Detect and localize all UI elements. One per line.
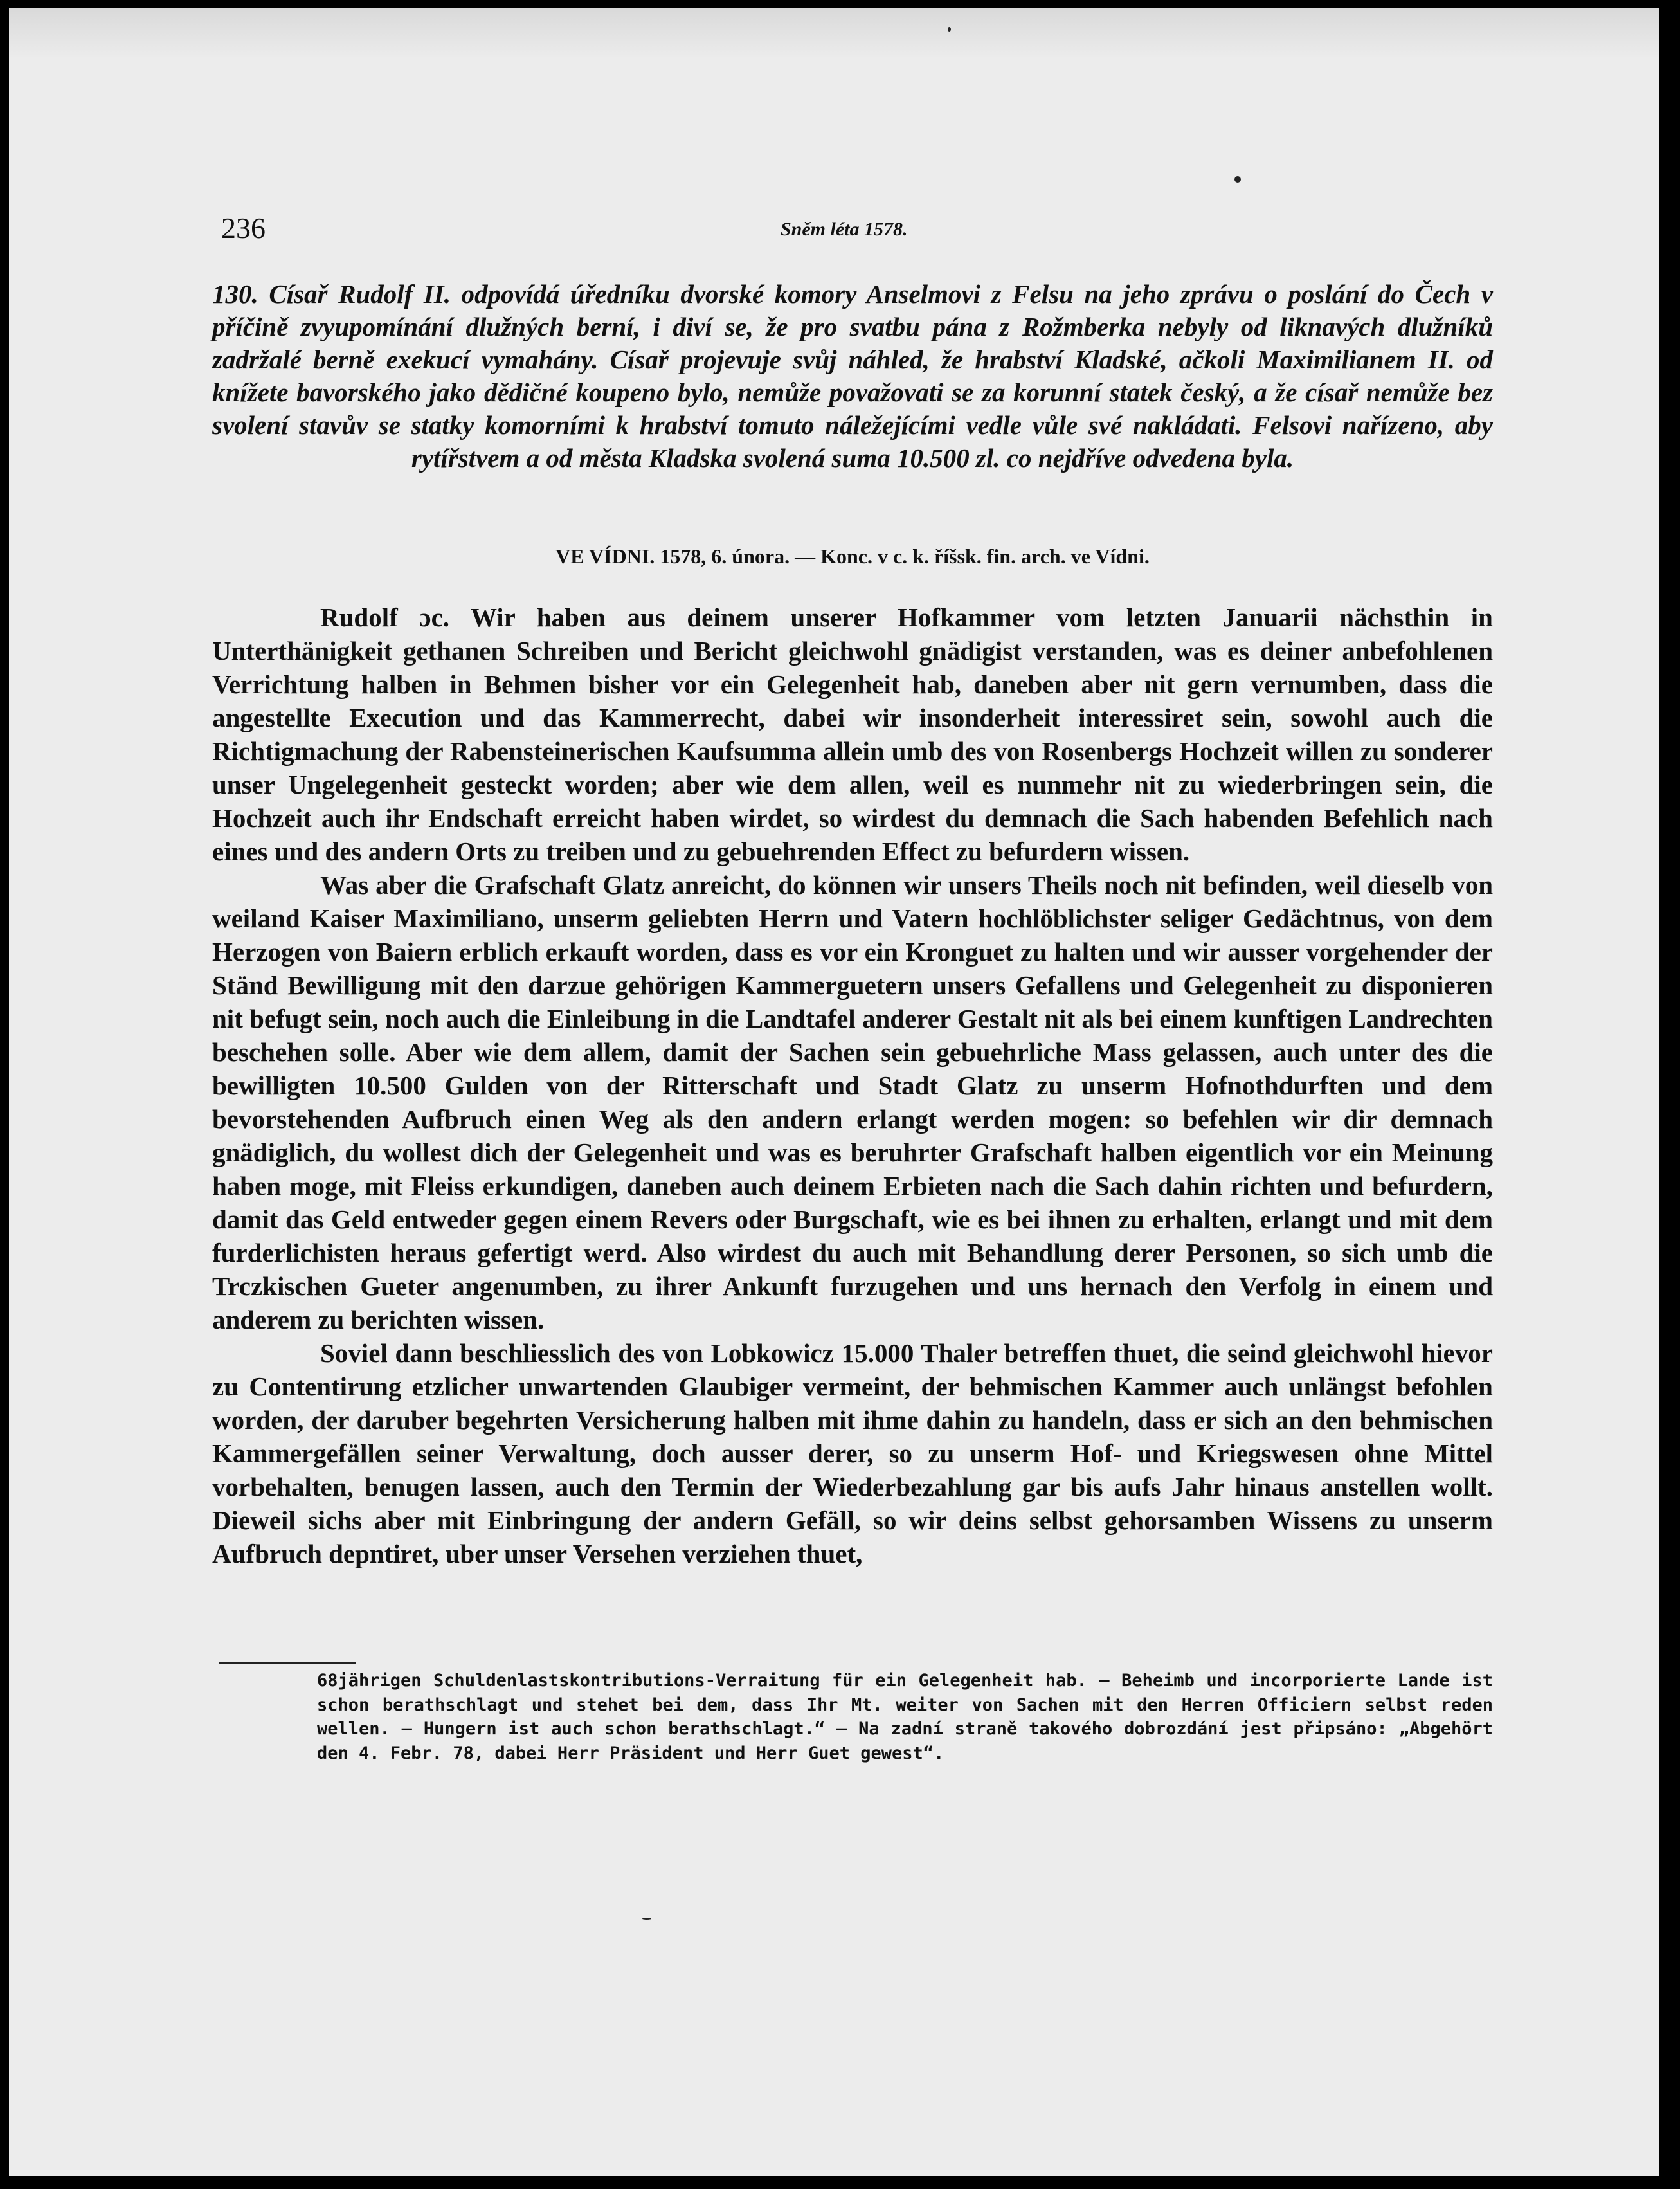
running-head: Sněm léta 1578. [781,219,908,240]
letter-body [212,601,1493,1570]
scan-speck [948,27,951,32]
source-line: VE VÍDNI. 1578, 6. února. — Konc. v c. k. říšsk. fin. arch. ve Vídni. [555,545,1150,568]
scan-speck [642,1918,651,1920]
scan-speck [1234,176,1241,183]
body-paragraph: Soviel dann beschliesslich des von Lobkowicz 15.000 Thaler betreffen thuet, die seind gleichwohl hievor zu Contentirung etzlicher unwartenden Glaubiger vermeint, der behmischen Kammer auch unlängst befohlen worden, der daruber begehrten Versicherung halben mit ihme dahin zu handeln, dass er sich an den behmischen Kammergefällen seiner Verwaltung, doch ausser derer, so zu unserm Hof- und Kriegswesen ohne Mittel vorbehalten, benugen lassen, auch den Termin der Wiederbezahlung gar bis aufs Jahr hinaus anstellen wollt. Dieweil sichs aber mit Einbringung der andern Gefäll, so wir deins selbst gehorsamben Wissens zu unserm Aufbruch depntiret, uber unser Versehen verziehen thuet, [212,1338,1493,1568]
page-number: 236 [221,212,266,244]
body-paragraph: Was aber die Grafschaft Glatz anreicht, do können wir unsers Theils noch nit befinden, weil dieselb von weiland Kaiser Maximiliano, unserm geliebten Herrn und Vatern hochlöblichster seliger Gedächtnus, von dem Herzogen von Baiern erblich erkauft worden, dass es vor ein Kronguet zu halten und wir ausser vorgehender der Ständ Bewilligung mit den darzue gehörigen Kammerguetern unsers Gefallens und Gelegenheit zu disponieren nit befugt sein, noch auch die Einleibung in die Landtafel anderer Gestalt nit als bei einem kunftigen Landrechten beschehen solle. Aber wie dem allem, damit der Sachen sein gebuehrliche Mass gelassen, auch unter des die bewilligten 10.500 Gulden von der Ritterschaft und Stadt Glatz zu unserm Hofnothdurften und dem bevorstehenden Aufbruch einen Weg als den andern erlangt werden mogen: so befehlen wir dir demnach gnädiglich, du wollest dich der Gelegenheit und was es beruhrter Grafschaft halben eigentlich vor ein Meinung haben moge, mit Fleiss erkundigen, daneben auch deinem Erbieten nach die Sach dahin richten und befurdern, damit das Geld entweder gegen einem Revers oder Burgschaft, wie es bei ihnen zu erhalten, erlangt und mit dem furderlichisten heraus gefertigt werd. Also wirdest du auch mit Behandlung derer Personen, so sich umb die Trczkischen Gueter angenumben, zu ihrer Ankunft furzugehen und uns hernach den Verfolg in einem und anderem zu berichten wissen. [212,870,1493,1334]
document-summary: 130. Císař Rudolf II. odpovídá úředníku dvorské komory Anselmovi z Felsu na jeho zprávu o poslání do Čech v příčině zvyupomínání dlužných berní, i diví se, že pro svatbu pána z Rožmberka nebyly od liknavých dlužníků zadržalé berně exekucí vymahány. Císař projevuje svůj náhled, že hrabství Kladské, ačkoli Maximilianem II. od knížete bavorského jako dědičné koupeno bylo, nemůže považovati se za korunní statek český, a že císař nemůže bez svolení stavův se statky komorními k hrabství tomuto náležejícími vedle vůle své nakládati. Felsovi nařízeno, aby rytířstvem a od města Kladska svolená suma 10.500 zl. co nejdříve odvedena byla. [212,279,1493,473]
footnote: 68jährigen Schuldenlastskontributions-Verraitung für ein Gelegenheit hab. — Beheimb und incorporierte Lande ist schon berathschlagt und stehet bei dem, dass Ihr Mt. weiter von Sachen mit den Herren Officiern selbst reden wellen. — Hungern ist auch schon berathschlagt.“ — Na zadní straně takového dobrozdání jest připsáno: „Abgehört den 4. Febr. 78, dabei Herr Präsident und Herr Guet gewest“. [317,1671,1493,1763]
page-header [221,211,1515,250]
footnote-rule [219,1662,356,1664]
scan-edge-shadow [9,8,1659,59]
body-paragraph: Rudolf ɔc. Wir haben aus deinem unserer Hofkammer vom letzten Januarii nächsthin in Unterthänigkeit gethanen Schreiben und Bericht gleichwohl gnädigist verstanden, was es deiner anbefohlenen Verrichtung halben in Behmen bisher vor ein Gelegenheit hab, daneben aber nit gern vernumben, dass die angestellte Execution und das Kammerrecht, dabei wir insonderheit interessiret sein, sowohl auch die Richtigmachung der Rabensteinerischen Kaufsumma allein umb des von Rosenbergs Hochzeit willen zu sonderer unser Ungelegenheit gesteckt worden; aber wie dem allen, weil es nunmehr nit zu wiederbringen sein, die Hochzeit auch ihr Endschaft erreicht haben wirdet, so wirdest du demnach die Sach habenden Befehlich nach eines und des andern Orts zu treiben und zu gebuehrenden Effect zu befurdern wissen. [212,603,1493,866]
